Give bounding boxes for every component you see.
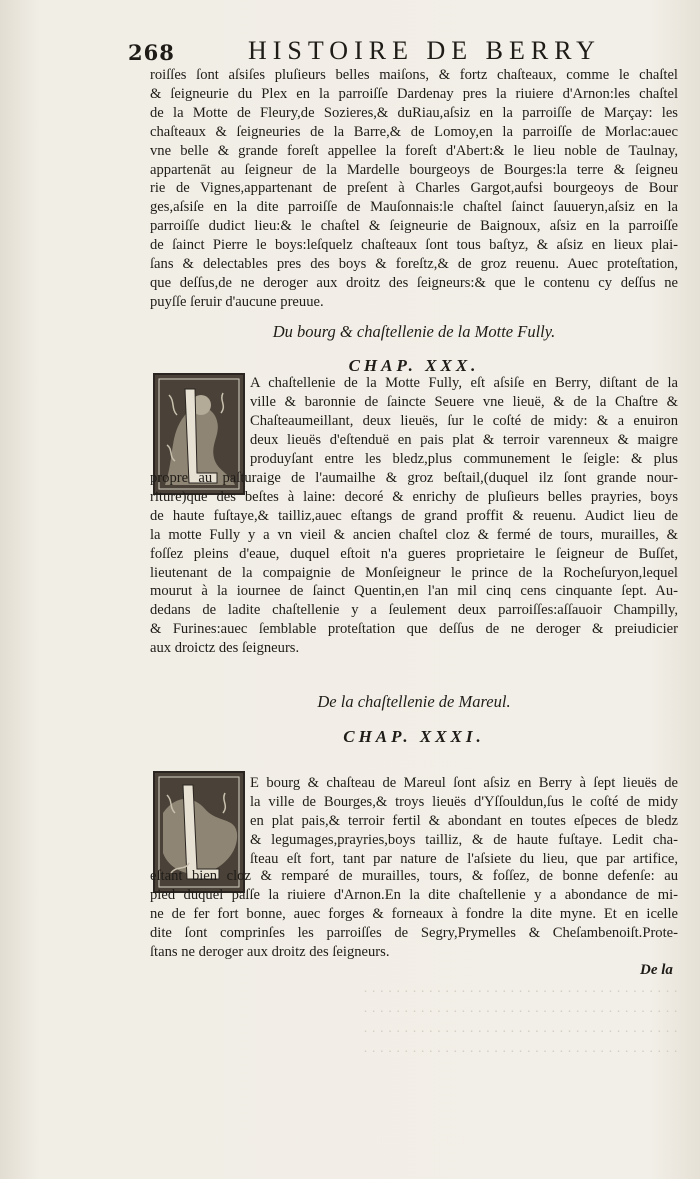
- text-line: & legumages,prayries,boys tailliz, & de haute fuſtaye. Ledit cha-: [250, 831, 678, 848]
- text-line: puyſſe ſeruir d'aucune preuue.: [150, 293, 324, 310]
- running-title: HISTOIRE DE BERRY: [248, 36, 601, 65]
- folio-number: 268: [128, 40, 175, 65]
- text-line: dite ſont comprinſes les parroiſſes de Segry,Prymelles & Cheſambenoiſt.Prote-: [150, 924, 678, 941]
- text-line: en plat pais,& terroir fertil & abondant en toutes eſpeces de bledz: [250, 812, 678, 829]
- text-line: dedans de ladite chaſtellenie y a ſeulement deux parroiſſes:aſſauoir Champilly,: [150, 602, 678, 619]
- text-line: rie de Vignes,appartenant de preſent à Charles Gargot,aufsi bourgeoys de Bour: [150, 180, 678, 197]
- text-line: propre au paſturaige de l'aumailhe & groz beſtail,(duquel ilz ſont grande nour-: [150, 470, 678, 486]
- text-line: riture)que des beſtes à laine: decoré & enrichy de pluſieurs belles prayries, boys: [150, 488, 678, 505]
- paragraph-2: [150, 469, 678, 658]
- text-line: appartenāt au ſeigneur de la Mardelle bourgeoys de Bourges:la terre & ſeigneu: [150, 161, 678, 178]
- paragraph-2-indented: [250, 374, 678, 469]
- text-line: de haute fuſtaye,& tailliz,auec eſtangs de grand proffit & reuenu. Audict lieu de: [150, 507, 678, 524]
- paragraph-3-indented: [250, 774, 678, 869]
- show-through-ink: · · · · · · · · · · · · · · · · · · · · · · · · · · · · · · · · · · · · · · ·: [363, 1025, 678, 1040]
- page-header: [128, 36, 688, 66]
- catchword: De la: [640, 962, 673, 978]
- text-line: la ville de Bourges,& troys lieuës d'Yſſouldun,ſus le coſté de midy: [250, 793, 678, 810]
- text-line: ne de fer fort bonne, auec forges & forneaux à fondre la dite myne. Et en icelle: [150, 905, 678, 922]
- chapter-heading-xxxi: CHAP. XXXI.: [343, 727, 485, 746]
- show-through-ink: · · · · · · · · · · · · · · · · · · · · · · · · · · · · · · · · · · · · · · ·: [363, 1045, 678, 1060]
- show-through-ink: · · · · · · · · · · · · · · · · · · · · · · · · · · · · · · · · · · · · · · ·: [363, 1005, 678, 1020]
- text-line: deux lieuës d'eſtenduë en pais plat & terroir varenneux & maigre: [250, 431, 678, 448]
- text-line: ſtans ne deroger aux droitz des ſeigneurs.: [150, 943, 390, 960]
- text-line: chaſteaux & ſeigneuries de la Barre,& de Lomoy,en la parroiſſe de Morlac:auec: [150, 123, 678, 140]
- text-line: & Furines:auec ſemblable proteſtation que deſſus de ne deroger & preiudicier: [150, 621, 678, 638]
- text-line: eſtant bien cloz & remparé de murailles, tours, & foſſez, de bonne defenſe: au: [150, 868, 678, 884]
- text-line: aux droictz des ſeigneurs.: [150, 640, 300, 657]
- text-line: E bourg & chaſteau de Mareul ſont aſsiz en Berry à ſept lieuës de: [250, 775, 678, 791]
- section-title-mareul: De la chaſtellenie de Mareul.: [317, 692, 511, 711]
- text-line: de ſainct Pierre le boys:leſquelz chaſteaux ſont tous baſtyz, & aſsiz en lieux plai-: [150, 237, 678, 254]
- text-line: de la Motte de Fleury,de Sozieres,& duRiau,aſsiz en la parroiſſe de Marçay: les: [150, 104, 678, 121]
- text-line: Chaſteaumeillant, deux lieuës, ſur le coſté de midy: & a enuiron: [250, 412, 678, 429]
- chapter-heading-xxx: CHAP. XXX.: [348, 356, 480, 375]
- text-line: ſans & delectables pres des boys & foreſtz,& de groz reuenu. Auec proteſtation,: [150, 256, 678, 273]
- show-through-ink: · · · · · · · · · · · · · · · · · · · · · · · · · · · · · · · · · · · · · · ·: [363, 985, 678, 1000]
- text-line: foſſez pleins d'eaue, duquel eſtoit n'a gueres proprietaire le ſeigneur de Buſſet,: [150, 545, 678, 562]
- text-line: A chaſtellenie de la Motte Fully, eſt aſsiſe en Berry, diſtant de la: [250, 375, 678, 391]
- text-line: mourut à la iournee de ſainct Quentin,en l'an mil cinq cens cinquante ſept. Au-: [150, 583, 678, 600]
- paragraph-1: [150, 66, 678, 312]
- text-line: produyſant entre les bledz,plus communement le ſeigle: & plus: [250, 450, 678, 467]
- text-line: roiſſes ſont aſsiſes pluſieurs belles maiſons, & fortz chaſteaux, comme le chaſtel: [150, 67, 678, 83]
- paragraph-3: [150, 867, 678, 962]
- text-line: que deſſus,de ne deroger aux droitz des ſeigneurs:& que le contenu cy deſſus ne: [150, 274, 678, 291]
- text-line: vne belle & grande foreſt appellee la foreſt d'Abert:& le lieu noble de Taulnay,: [150, 142, 678, 159]
- text-line: lieutenant de la compaignie de Monſeigneur le prince de la Rocheſuryon,lequel: [150, 564, 678, 581]
- text-line: parroiſſe dudict lieu:& le chaſtel & ſeigneurie de Baignoux, aſsiz en la parroiſſe: [150, 218, 678, 235]
- text-line: ville & baronnie de ſaincte Seuere vne lieuë, & de la Chaſtre &: [250, 393, 678, 410]
- text-line: ſteau eſt fort, tant par nature de l'aſsiete du lieu, que par artifice,: [250, 850, 678, 867]
- text-line: & ſeigneurie du Plex en la parroiſſe Dardenay pres la riuiere d'Arnon:les chaſtel: [150, 85, 678, 102]
- text-line: la motte Fully y a vn vieil & ancien chaſtel cloz & fermé de tours, murailles, &: [150, 526, 678, 543]
- section-title-motte-fully: Du bourg & chaſtellenie de la Motte Fully.: [272, 322, 556, 341]
- text-line: pied duquel paſſe la riuiere d'Arnon.En la dite chaſtellenie y a abondance de mi-: [150, 886, 678, 903]
- text-line: ges,aſsiſe en la dite parroiſſe de Mauſonnais:le chaſtel ſainct ſauueryn,aſsiz en la: [150, 199, 678, 216]
